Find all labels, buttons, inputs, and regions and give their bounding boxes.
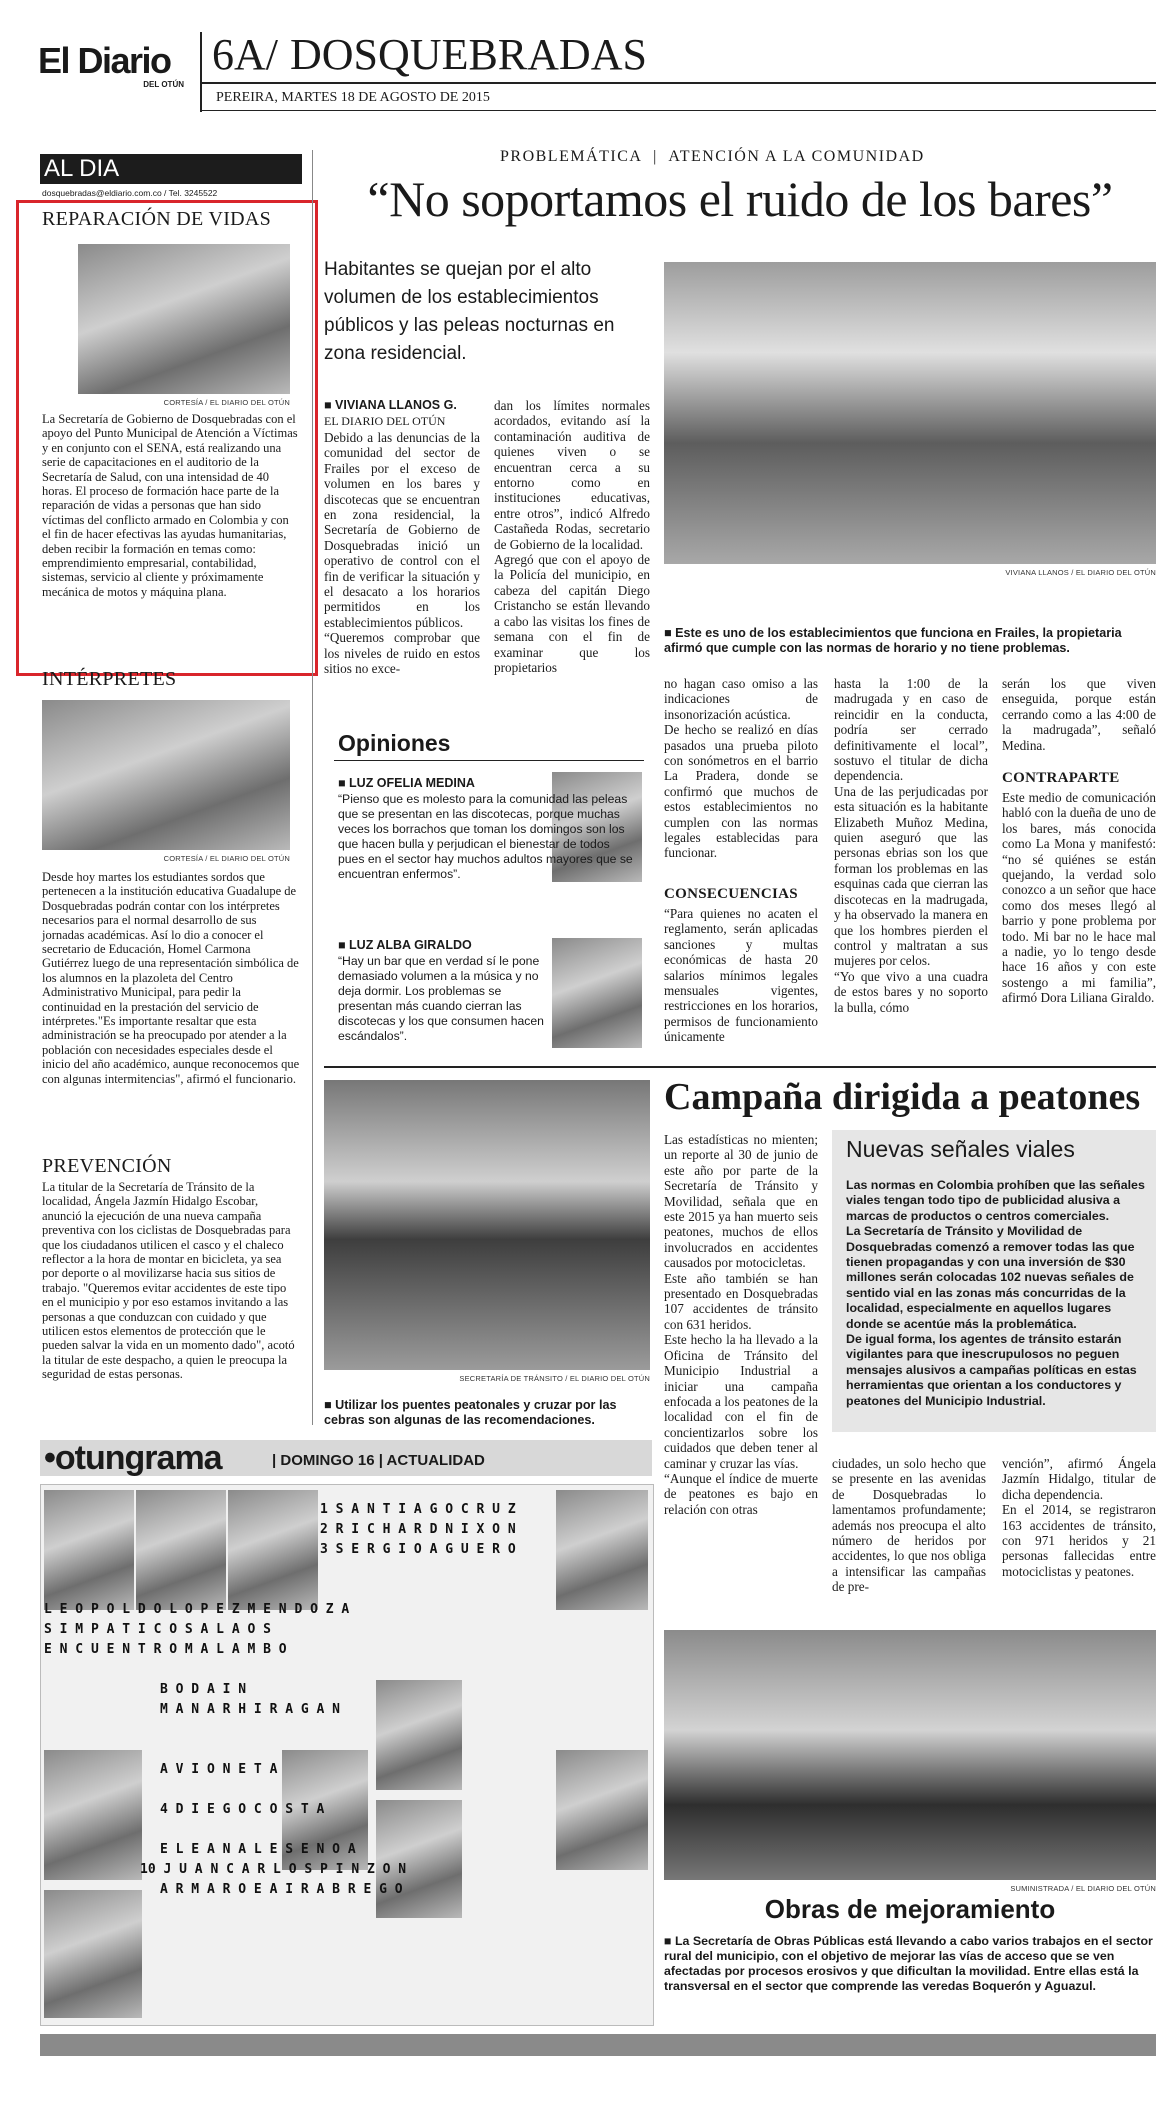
otungrama-section: ACTUALIDAD bbox=[386, 1452, 485, 1469]
contraparte-subhead: CONTRAPARTE bbox=[1002, 770, 1120, 786]
opinion-2-portrait bbox=[552, 938, 642, 1048]
sidebar-s1-title: REPARACIÓN DE VIDAS bbox=[42, 208, 272, 230]
main-col3b: “Para quienes no acaten el reglamento, serán aplicadas sanciones y multas económicas de hasta 20 salarios mínimos legales mensuales vigentes, restricciones en los horarios, permisos de funcionamiento únicamente bbox=[664, 906, 818, 1045]
main-col4: hasta la 1:00 de la madrugada y en caso de reincidir en la conducta, podría ser cerrado definitivamente el local”, sostuvo el titular de dicha dependencia. Una de las perjudicadas por esta situación es la habitante Elizabeth Muñoz Medina, quien aseguró que las personas ebrias son los que forman los problemas en las esquinas cada que cierran las discotecas en la madrugada, y ha observado la manera en que los hombres pierden el control y maltratan a sus mujeres por celos. “Yo que vivo a una cuadra de estos bares y no soporto la bulla, cómo bbox=[834, 676, 988, 1015]
crossword-row: E N C U E N T R O M A L A M B O bbox=[44, 1642, 287, 1657]
crossword-row: S I M P A T I C O S A L A O S bbox=[44, 1622, 271, 1637]
clue-photo-5 bbox=[44, 1750, 142, 1880]
bar-photo-caption: ■ Este es uno de los establecimientos que funciona en Frailes, la propietaria afirmó que cumple con las normas de horario y no tiene problemas. bbox=[664, 626, 1122, 655]
logo: El Diario bbox=[38, 40, 171, 81]
otungrama-brand-text: otungrama bbox=[54, 1439, 222, 1477]
photo-credit-2: CORTESÍA / EL DIARIO DEL OTÚN bbox=[163, 854, 290, 863]
campaign-col1: Las estadísticas no mienten; un reporte al 30 de junio de este año por parte de la Secretaría de Tránsito y Movilidad, señala que en este 2015 ya han muerto seis peatones, muchos de ellos involucrados en accidentes causados por motocicletas. Este año también se han presentado en Dosquebradas 107 accidentes de tránsito con 631 heridos. Este hecho la ha llevado a la Oficina de Tránsito del Municipio Industrial a iniciar una campaña enfocada a los peatones de la localidad con el fin de concientizarlos sobre los cuidados que deben tener al caminar y cruzar las vías. “Aunque el índice de muerte de peatones es bajo en relación con otras bbox=[664, 1132, 818, 1517]
campaign-col2: ciudades, un solo hecho que se presente en las avenidas de Dosquebradas lo lamentamos profundamente; además nos preocupa el alto número de heridos por accidentes, lo que nos obliga a intensificar las campañas de pre- bbox=[832, 1456, 986, 1595]
obras-headline: Obras de mejoramiento bbox=[764, 1894, 1056, 1924]
masthead bbox=[38, 42, 188, 102]
opinion-1-text: “Pienso que es molesto para la comunidad las peleas que se presentan en las discotecas, porque muchas veces los borrachos que toman los domingos son los que hacen bulla y perjudican el bienestar de todos pues en el sector hay muchos adultos mayores que se encuentran enfermos”. bbox=[338, 792, 633, 881]
headline: “No soportamos el ruido de los bares” bbox=[367, 171, 1113, 227]
crossword-row: A R M A R O E A I R A B R E G O bbox=[160, 1882, 403, 1897]
caption-text: Este es uno de los establecimientos que funciona en Frailes, la propietaria afirmó que cumple con las normas de horario y no tiene problemas. bbox=[664, 626, 1122, 655]
crossword-row: 3 S E R G I O A G U E R O bbox=[320, 1542, 516, 1557]
photo-training bbox=[78, 244, 290, 394]
otungrama-brand: •otungrama bbox=[44, 1439, 222, 1477]
opinion-2-text: “Hay un bar que en verdad sí le pone demasiado volumen a la música y no deja dormir. Los problemas se presentan más cuando cierran las discotecas y los que consumen hacen escándalos”. bbox=[338, 954, 544, 1043]
crossword-row: A V I O N E T A bbox=[160, 1762, 278, 1777]
opinion-1-name: ■ LUZ OFELIA MEDINA bbox=[338, 776, 475, 790]
crossword-row: E L E A N A L E S E N O A bbox=[160, 1842, 356, 1857]
opinions-title: Opiniones bbox=[338, 730, 451, 756]
campaign-box-title: Nuevas señales viales bbox=[846, 1136, 1075, 1162]
page-number: 6A/ bbox=[212, 30, 278, 79]
kicker-right: ATENCIÓN A LA COMUNIDAD bbox=[668, 148, 925, 165]
otungrama-issue: DOMINGO 16 bbox=[280, 1452, 375, 1469]
campaign-col3: vención”, afirmó Ángela Jazmín Hidalgo, titular de dicha dependencia. En el 2014, se registraron 163 accidentes de tránsito, con 971 heridos y 21 personas fallecidas entre motociclistas y peatones. bbox=[1002, 1456, 1156, 1579]
crossword-row: 4 D I E G O C O S T A bbox=[160, 1802, 325, 1817]
deck: Habitantes se quejan por el alto volumen de los establecimientos públicos y las peleas nocturnas en zona residencial. bbox=[324, 259, 615, 364]
byline-org: EL DIARIO DEL OTÚN bbox=[324, 414, 446, 428]
crossword-row: L E O P O L D O L O P E Z M E N D O Z A bbox=[44, 1602, 350, 1617]
byline-name: VIVIANA LLANOS G. bbox=[335, 398, 457, 412]
photo-roadworks bbox=[664, 1630, 1156, 1880]
crossword-row: M A N A R H I R A G A N bbox=[160, 1702, 341, 1717]
sidebar-s3-title: PREVENCIÓN bbox=[42, 1155, 172, 1177]
opinion-1-person: LUZ OFELIA MEDINA bbox=[349, 776, 475, 790]
main-col2: dan los límites normales acordados, evitando así la contaminación auditiva de quienes viven o se encuentran cerca a su entorno como en instituciones educativas, entre otros”, indicó Alfredo Castañeda Rodas, secretario de Gobierno de la localidad. Agregó que con el apoyo de la Policía del municipio, en cabeza del capitán Diego Cristancho se están llevando a cabo las visitas los fines de semana con el fin de examinar que los propietarios bbox=[494, 398, 650, 675]
obras-text-body: La Secretaría de Obras Públicas está llevando a cabo varios trabajos en el sector rural del municipio, con el objetivo de mejorar las vías de acceso que se ven afectadas por procesos erosivos y que dificultan la movilidad. Entre ellas está la transversal en el sector que comprende las veredas Boquerón y Aguazul. bbox=[664, 1934, 1153, 1993]
opinion-2-name: ■ LUZ ALBA GIRALDO bbox=[338, 938, 472, 952]
kicker: PROBLEMÁTICA | ATENCIÓN A LA COMUNIDAD bbox=[500, 148, 925, 165]
consecuencias-subhead: CONSECUENCIAS bbox=[664, 886, 798, 902]
crossword-rows bbox=[44, 1500, 648, 1900]
logo-sub: DEL OTÚN bbox=[143, 80, 184, 89]
photo-pedestrians bbox=[324, 1080, 650, 1370]
obras-text: ■ La Secretaría de Obras Públicas está llevando a cabo varios trabajos en el sector rural del municipio, con el objetivo de mejorar las vías de acceso que se ven afectadas por procesos erosivos y que dificultan la movilidad. Entre ellas está la transversal en el sector que comprende las veredas Boquerón y Aguazul. bbox=[664, 1934, 1153, 1993]
sidebar-s3-body: La titular de la Secretaría de Tránsito de la localidad, Ángela Jazmín Hidalgo Escobar, anunció la ejecución de una nueva campaña preventiva con los ciclistas de Dosquebradas para que los ciudadanos utilicen el casco y el chaleco reflector a la hora de montar en bicicleta, ya sea por deporte o al movilizarse hacia sus sitios de trabajo. "Queremos evitar accidentes de este tipo en el municipio y por eso estamos invitando a las personas a que conduzcan con cuidado y que utilicen estos elementos de protección que le pueden salvar la vida en un momento dado", acotó la titular de este despacho, a quien le preocupa la seguridad de estas personas. bbox=[42, 1180, 295, 1382]
clue-photo-1 bbox=[44, 1490, 134, 1610]
byline: ■ VIVIANA LLANOS G. bbox=[324, 398, 457, 412]
main-col5: serán los que viven enseguida, porque están cerrando como a las 4:00 de la madrugada”, señaló Medina. bbox=[1002, 676, 1156, 753]
main-col3: no hagan caso omiso a las indicaciones de insonorización acústica. De hecho se realizó en días pasados una prueba piloto con sonómetros en el barrio La Pradera, donde se confirmó que muchos de estos establecimientos no cumplen con las normas legales establecidas para funcionar. bbox=[664, 676, 818, 861]
sidebar-s1-body: La Secretaría de Gobierno de Dosquebradas con el apoyo del Punto Municipal de Atención a Víctimas y en conjunto con el SENA, está realizando una serie de capacitaciones en el auditorio de la Secretaría de Salud, con una intensidad de 40 horas. El proceso de formación hace parte de la reparación de vidas a personas que han sido víctimas del conflicto armado en Colombia y con el fin de hacer efectivas las ayudas humanitarias, deben recibir la formación en temas como: emprendimiento empresarial, contabilidad, sistemas, servicio al cliente y próximamente mecánica de motos y máquina plana. bbox=[42, 412, 298, 599]
photo-interpreters bbox=[42, 700, 290, 850]
pedestrian-caption-text: Utilizar los puentes peatonales y cruzar por las cebras son algunas de las recomendaciones. bbox=[324, 1398, 617, 1427]
photo-credit: CORTESÍA / EL DIARIO DEL OTÚN bbox=[163, 398, 290, 407]
footer-bar bbox=[40, 2034, 1156, 2056]
opinion-2-person: LUZ ALBA GIRALDO bbox=[349, 938, 472, 952]
sidebar-s2-body: Desde hoy martes los estudiantes sordos que pertenecen a la institución educativa Guadalupe de Dosquebradas podrán contar con los intérpretes necesarios para el normal desarrollo de sus jornadas académicas. Así lo dio a conocer el secretario de Educación, Homel Carmona Gutiérrez luego de una representación simbólica de los alumnos en la plazoleta del Centro Administrativo Municipal, para pedir la continuidad en la prestación del servicio de intérpretes."Es importante resaltar que esta administración se ha preocupado por atender a la población con necesidades especiales desde el inicio del año académico, aunque reconocemos que con algunas intermitencias", afirmó el funcionario. bbox=[42, 870, 300, 1086]
roadworks-photo-credit: SUMINISTRADA / EL DIARIO DEL OTÚN bbox=[1010, 1884, 1156, 1893]
photo-bar bbox=[664, 262, 1156, 564]
sidebar-title: AL DIA bbox=[44, 155, 120, 182]
otungrama-meta: | DOMINGO 16 | ACTUALIDAD bbox=[272, 1452, 485, 1469]
section-title: DOSQUEBRADAS bbox=[290, 30, 647, 79]
clue-photo-6 bbox=[44, 1890, 142, 2018]
sidebar-s2-title: INTÉRPRETES bbox=[42, 668, 177, 690]
sidebar-header bbox=[40, 154, 302, 184]
main-col1: Debido a las denuncias de la comunidad del sector de Frailes por el exceso de volumen en los bares y discotecas que se encuentran en zona residencial, la Secretaría de Gobierno de Dosquebradas inició un operativo de control con el fin de verificar la situación y el desacato a los horarios permitidos en los establecimientos públicos. “Queremos comprobar que los niveles de ruido en estos sitios no exce- bbox=[324, 430, 480, 677]
crossword-row: 1 S A N T I A G O C R U Z bbox=[320, 1502, 516, 1517]
campaign-box-text: Las normas en Colombia prohíben que las señales viales tengan todo tipo de publicidad alusiva a marcas de productos o centros comerciales. La Secretaría de Tránsito y Movilidad de Dosquebradas comenzó a remover todas las que tienen propagandas y con una inversión de $30 millones serán colocadas 102 nuevas señales de sentido vial en las zonas más concurridas de la localidad, especialmente en aquellos lugares donde se acentúe más la problemática. De igual forma, los agentes de tránsito estarán vigilantes para que inescrupulosos no peguen mensajes alusivos a campañas políticas en estas herramientas que orientan a los conductores y peatones del Municipio Industrial. bbox=[846, 1178, 1145, 1408]
crossword-row: 2 R I C H A R D N I X O N bbox=[320, 1522, 516, 1537]
bar-photo-credit: VIVIANA LLANOS / EL DIARIO DEL OTÚN bbox=[1005, 568, 1156, 577]
kicker-left: PROBLEMÁTICA bbox=[500, 148, 642, 165]
pedestrian-photo-credit: SECRETARÍA DE TRÁNSITO / EL DIARIO DEL OTÚN bbox=[459, 1374, 650, 1383]
main-col5b: Este medio de comunicación habló con la dueña de uno de los bares, más conocida como La Mona y manifestó: “no sé quiénes se están quejando, la verdad solo conozco a un señor que hace como dos meses llegó al barrio y pone problema por todo. Mi bar no le hace mal a nadie, yo lo tengo desde hace 16 años y con este sostengo a mi familia”, afirmó Dora Liliana Giraldo. bbox=[1002, 790, 1156, 1006]
campaign-headline: Campaña dirigida a peatones bbox=[664, 1076, 1141, 1118]
sidebar-contact: dosquebradas@eldiario.com.co / Tel. 3245522 bbox=[42, 188, 218, 198]
dateline: PEREIRA, MARTES 18 DE AGOSTO DE 2015 bbox=[216, 90, 490, 105]
crossword-row: 10 J U A N C A R L O S P I N Z O N bbox=[140, 1862, 407, 1877]
crossword-row: B O D A I N bbox=[160, 1682, 247, 1697]
pedestrian-photo-caption: ■ Utilizar los puentes peatonales y cruzar por las cebras son algunas de las recomendaciones. bbox=[324, 1398, 617, 1427]
